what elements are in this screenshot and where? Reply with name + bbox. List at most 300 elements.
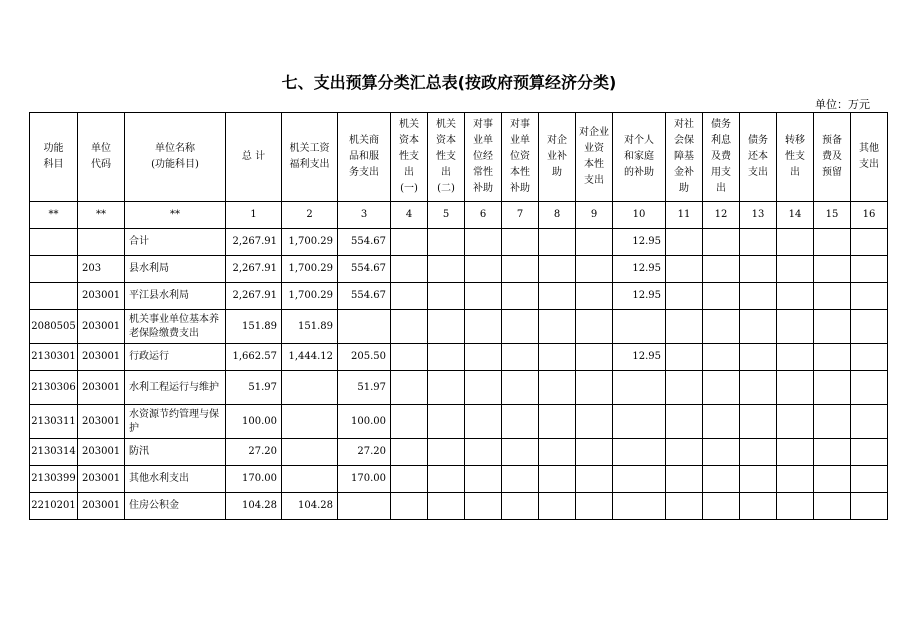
empty-cell [777, 439, 814, 466]
empty-cell [666, 256, 703, 283]
empty-cell [851, 439, 888, 466]
column-header [666, 113, 703, 202]
function-code-cell [30, 283, 78, 310]
column-header-line: 转移 [785, 135, 805, 146]
index-cell: 1 [226, 202, 282, 229]
column-header-line: (二) [437, 183, 455, 194]
empty-cell [777, 229, 814, 256]
column-header [576, 113, 613, 202]
function-code-cell: 2130311 [30, 405, 78, 439]
index-cell: 4 [391, 202, 428, 229]
table-row [30, 229, 888, 256]
empty-cell [391, 371, 428, 405]
unit-code-cell: 203001 [78, 439, 125, 466]
empty-cell [539, 283, 576, 310]
salary-cell: 1,700.29 [282, 283, 338, 310]
empty-cell [703, 405, 740, 439]
column-header-line: 的补助 [624, 167, 654, 178]
household-subsidy-cell [613, 439, 666, 466]
page-title: 七、支出预算分类汇总表(按政府预算经济分类) [281, 73, 617, 92]
empty-cell [703, 256, 740, 283]
goods-services-cell: 205.50 [338, 344, 391, 371]
empty-cell [428, 405, 465, 439]
empty-cell [777, 405, 814, 439]
empty-cell [465, 405, 502, 439]
column-header-line: 支出 [859, 159, 879, 170]
empty-cell [428, 371, 465, 405]
empty-cell [666, 310, 703, 344]
index-cell: 6 [465, 202, 502, 229]
unit-code-cell: 203001 [78, 371, 125, 405]
empty-cell [814, 344, 851, 371]
column-header-line: 位资 [510, 151, 530, 162]
total-cell: 151.89 [226, 310, 282, 344]
column-header-line: 务支出 [349, 167, 379, 178]
header-row [30, 113, 888, 202]
column-header-line: 业资 [584, 143, 604, 154]
household-subsidy-cell [613, 310, 666, 344]
unit-code-cell: 203001 [78, 310, 125, 344]
household-subsidy-cell: 12.95 [613, 256, 666, 283]
empty-cell [740, 371, 777, 405]
function-code-cell: 2130301 [30, 344, 78, 371]
column-header [125, 113, 226, 202]
empty-cell [391, 493, 428, 520]
goods-services-cell: 170.00 [338, 466, 391, 493]
empty-cell [391, 229, 428, 256]
index-cell: ** [30, 202, 78, 229]
empty-cell [465, 344, 502, 371]
empty-cell [391, 466, 428, 493]
column-header-line: 用支 [711, 167, 731, 178]
empty-cell [428, 283, 465, 310]
empty-cell [539, 466, 576, 493]
empty-cell [391, 439, 428, 466]
salary-cell [282, 405, 338, 439]
function-code-cell: 2130306 [30, 371, 78, 405]
empty-cell [703, 439, 740, 466]
household-subsidy-cell [613, 493, 666, 520]
column-header-line: 单位 [91, 143, 111, 154]
empty-cell [703, 344, 740, 371]
empty-cell [851, 493, 888, 520]
unit-name-cell: 合计 [125, 229, 226, 256]
unit-name-cell: 县水利局 [125, 256, 226, 283]
empty-cell [465, 493, 502, 520]
salary-cell: 104.28 [282, 493, 338, 520]
empty-cell [391, 344, 428, 371]
column-header-line: 支出 [584, 175, 604, 186]
empty-cell [576, 493, 613, 520]
empty-cell [539, 310, 576, 344]
empty-cell [502, 256, 539, 283]
empty-cell [703, 371, 740, 405]
column-header-line: 性支 [436, 151, 456, 162]
function-code-cell: 2210201 [30, 493, 78, 520]
column-header-line: 品和服 [349, 151, 379, 162]
empty-cell [576, 256, 613, 283]
column-header-line: 对事 [510, 119, 530, 130]
column-header [282, 113, 338, 202]
empty-cell [740, 439, 777, 466]
column-header-line: 费及 [822, 151, 842, 162]
table-row [30, 493, 888, 520]
unit-label: 单位：万元 [815, 98, 870, 111]
unit-code-cell [78, 229, 125, 256]
empty-cell [666, 283, 703, 310]
index-cell: 15 [814, 202, 851, 229]
index-cell: 9 [576, 202, 613, 229]
unit-name-cell: 行政运行 [125, 344, 226, 371]
empty-cell [576, 344, 613, 371]
empty-cell [502, 371, 539, 405]
column-header [851, 113, 888, 202]
empty-cell [814, 283, 851, 310]
column-header-line: 对企业 [579, 127, 609, 138]
empty-cell [502, 466, 539, 493]
total-cell: 51.97 [226, 371, 282, 405]
column-header [613, 113, 666, 202]
function-code-cell: 2080505 [30, 310, 78, 344]
empty-cell [777, 283, 814, 310]
empty-cell [428, 439, 465, 466]
empty-cell [740, 283, 777, 310]
empty-cell [740, 256, 777, 283]
index-cell: 3 [338, 202, 391, 229]
goods-services-cell: 51.97 [338, 371, 391, 405]
empty-cell [851, 283, 888, 310]
empty-cell [703, 229, 740, 256]
empty-cell [740, 405, 777, 439]
empty-cell [666, 229, 703, 256]
salary-cell [282, 466, 338, 493]
total-cell: 100.00 [226, 405, 282, 439]
empty-cell [777, 371, 814, 405]
empty-cell [539, 371, 576, 405]
empty-cell [814, 493, 851, 520]
empty-cell [576, 283, 613, 310]
household-subsidy-cell: 12.95 [613, 283, 666, 310]
total-cell: 2,267.91 [226, 256, 282, 283]
empty-cell [428, 466, 465, 493]
empty-cell [851, 466, 888, 493]
column-header-line: 本性 [584, 159, 604, 170]
column-header [814, 113, 851, 202]
column-header-line: 总 计 [241, 151, 266, 162]
unit-code-cell: 203001 [78, 493, 125, 520]
empty-cell [777, 466, 814, 493]
empty-cell [703, 493, 740, 520]
column-header-line: 本性 [510, 167, 530, 178]
empty-cell [465, 229, 502, 256]
table-row [30, 256, 888, 283]
table-row [30, 405, 888, 439]
total-cell: 104.28 [226, 493, 282, 520]
empty-cell [851, 310, 888, 344]
column-header [740, 113, 777, 202]
empty-cell [814, 466, 851, 493]
salary-cell [282, 371, 338, 405]
index-cell: 8 [539, 202, 576, 229]
empty-cell [502, 439, 539, 466]
column-header [338, 113, 391, 202]
unit-code-cell: 203001 [78, 283, 125, 310]
column-header-line: 对个人 [624, 135, 654, 146]
empty-cell [851, 344, 888, 371]
column-header-line: 其他 [859, 143, 879, 154]
column-header-line: 预留 [822, 167, 842, 178]
goods-services-cell: 554.67 [338, 256, 391, 283]
empty-cell [666, 493, 703, 520]
total-cell: 170.00 [226, 466, 282, 493]
column-header-line: 预备 [822, 135, 842, 146]
column-header-line: 和家庭 [624, 151, 654, 162]
function-code-cell: 2130399 [30, 466, 78, 493]
empty-cell [502, 310, 539, 344]
empty-cell [539, 229, 576, 256]
unit-code-cell: 203001 [78, 405, 125, 439]
empty-cell [502, 283, 539, 310]
empty-cell [666, 405, 703, 439]
empty-cell [666, 466, 703, 493]
empty-cell [777, 344, 814, 371]
index-cell: 2 [282, 202, 338, 229]
column-header-line: 性支 [399, 151, 419, 162]
column-header-line: 还本 [748, 151, 768, 162]
goods-services-cell: 100.00 [338, 405, 391, 439]
empty-cell [851, 405, 888, 439]
empty-cell [465, 256, 502, 283]
empty-cell [391, 310, 428, 344]
empty-cell [814, 310, 851, 344]
column-header [465, 113, 502, 202]
column-header-line: 出 [716, 183, 726, 194]
table-row [30, 344, 888, 371]
empty-cell [428, 229, 465, 256]
empty-cell [576, 439, 613, 466]
empty-cell [539, 439, 576, 466]
empty-cell [777, 493, 814, 520]
column-header-line: 支出 [748, 167, 768, 178]
salary-cell: 151.89 [282, 310, 338, 344]
column-header-line: 资本 [436, 135, 456, 146]
column-header-line: 常性 [473, 167, 493, 178]
table-row [30, 466, 888, 493]
empty-cell [576, 371, 613, 405]
column-header-line: 利息 [711, 135, 731, 146]
empty-cell [539, 405, 576, 439]
unit-name-cell: 机关事业单位基本养老保险缴费支出 [125, 310, 226, 344]
column-header [502, 113, 539, 202]
unit-code-cell: 203 [78, 256, 125, 283]
column-header [428, 113, 465, 202]
column-header-line: 位经 [473, 151, 493, 162]
empty-cell [703, 283, 740, 310]
empty-cell [703, 466, 740, 493]
column-header-line: 补助 [510, 183, 530, 194]
empty-cell [777, 310, 814, 344]
household-subsidy-cell: 12.95 [613, 344, 666, 371]
empty-cell [666, 371, 703, 405]
column-header [30, 113, 78, 202]
empty-cell [740, 466, 777, 493]
column-header-line: 及费 [711, 151, 731, 162]
column-header-line: 机关 [399, 119, 419, 130]
column-header-line: 对企 [547, 135, 567, 146]
column-header-line: (一) [400, 183, 418, 194]
empty-cell [465, 466, 502, 493]
column-header-line: 债务 [711, 119, 731, 130]
empty-cell [391, 283, 428, 310]
column-header-line: 功能 [43, 143, 64, 154]
column-header [777, 113, 814, 202]
empty-cell [502, 493, 539, 520]
household-subsidy-cell [613, 405, 666, 439]
column-header-line: 障基 [674, 151, 694, 162]
empty-cell [851, 256, 888, 283]
column-header-line: 机关工资 [289, 143, 330, 154]
index-cell: 11 [666, 202, 703, 229]
index-cell: 16 [851, 202, 888, 229]
salary-cell [282, 439, 338, 466]
empty-cell [502, 229, 539, 256]
column-header [78, 113, 125, 202]
unit-code-cell: 203001 [78, 344, 125, 371]
empty-cell [703, 310, 740, 344]
salary-cell: 1,700.29 [282, 229, 338, 256]
empty-cell [428, 493, 465, 520]
goods-services-cell: 27.20 [338, 439, 391, 466]
empty-cell [428, 344, 465, 371]
function-code-cell [30, 256, 78, 283]
column-header-line: 机关商 [349, 135, 379, 146]
empty-cell [740, 344, 777, 371]
total-cell: 27.20 [226, 439, 282, 466]
column-header-line: 机关 [436, 119, 456, 130]
empty-cell [851, 371, 888, 405]
empty-cell [465, 439, 502, 466]
column-header-line: 出 [404, 167, 414, 178]
empty-cell [539, 256, 576, 283]
empty-cell [814, 229, 851, 256]
index-cell: 12 [703, 202, 740, 229]
unit-name-cell: 防汛 [125, 439, 226, 466]
unit-name-cell: 其他水利支出 [125, 466, 226, 493]
empty-cell [391, 256, 428, 283]
total-cell: 1,662.57 [226, 344, 282, 371]
column-header-line: 资本 [399, 135, 419, 146]
column-header [539, 113, 576, 202]
empty-cell [740, 229, 777, 256]
index-cell: 10 [613, 202, 666, 229]
index-cell: 5 [428, 202, 465, 229]
household-subsidy-cell [613, 466, 666, 493]
goods-services-cell: 554.67 [338, 229, 391, 256]
empty-cell [502, 405, 539, 439]
column-header [226, 113, 282, 202]
total-cell: 2,267.91 [226, 283, 282, 310]
column-header-line: 出 [790, 167, 800, 178]
total-cell: 2,267.91 [226, 229, 282, 256]
column-header-line: 单位名称 [155, 143, 195, 154]
table-row [30, 371, 888, 405]
column-header-line: 科目 [43, 159, 64, 170]
goods-services-cell [338, 310, 391, 344]
empty-cell [576, 229, 613, 256]
column-header-line: 助 [679, 183, 689, 194]
function-code-cell: 2130314 [30, 439, 78, 466]
empty-cell [391, 405, 428, 439]
index-cell: 7 [502, 202, 539, 229]
salary-cell: 1,444.12 [282, 344, 338, 371]
empty-cell [814, 256, 851, 283]
column-header-line: 补助 [473, 183, 493, 194]
empty-cell [502, 344, 539, 371]
unit-name-cell: 平江县水利局 [125, 283, 226, 310]
empty-cell [777, 256, 814, 283]
empty-cell [428, 310, 465, 344]
table-row [30, 283, 888, 310]
column-header-line: 金补 [674, 167, 694, 178]
budget-table [29, 112, 888, 520]
column-header-line: 代码 [91, 159, 111, 170]
empty-cell [576, 310, 613, 344]
empty-cell [666, 344, 703, 371]
unit-code-cell: 203001 [78, 466, 125, 493]
empty-cell [465, 283, 502, 310]
empty-cell [740, 310, 777, 344]
column-header-line: 福利支出 [289, 159, 330, 170]
empty-cell [740, 493, 777, 520]
column-header-line: 对事 [473, 119, 493, 130]
column-header-line: (功能科目) [151, 159, 199, 170]
unit-name-cell: 水利工程运行与维护 [125, 371, 226, 405]
column-header-line: 业单 [473, 135, 493, 146]
unit-name-cell: 水资源节约管理与保护 [125, 405, 226, 439]
empty-cell [465, 310, 502, 344]
column-header-line: 助 [552, 167, 562, 178]
column-header-line: 性支 [785, 151, 805, 162]
goods-services-cell [338, 493, 391, 520]
column-header [391, 113, 428, 202]
empty-cell [539, 344, 576, 371]
table-row [30, 439, 888, 466]
empty-cell [428, 256, 465, 283]
column-header [703, 113, 740, 202]
column-header-line: 业单 [510, 135, 530, 146]
empty-cell [814, 405, 851, 439]
empty-cell [814, 371, 851, 405]
index-cell: 13 [740, 202, 777, 229]
empty-cell [814, 439, 851, 466]
column-header-line: 会保 [674, 135, 694, 146]
index-cell: ** [78, 202, 125, 229]
empty-cell [539, 493, 576, 520]
column-header-line: 业补 [547, 151, 567, 162]
empty-cell [576, 466, 613, 493]
function-code-cell [30, 229, 78, 256]
table-row [30, 310, 888, 344]
salary-cell: 1,700.29 [282, 256, 338, 283]
household-subsidy-cell [613, 371, 666, 405]
empty-cell [851, 229, 888, 256]
unit-name-cell: 住房公积金 [125, 493, 226, 520]
household-subsidy-cell: 12.95 [613, 229, 666, 256]
column-header-line: 出 [441, 167, 451, 178]
empty-cell [576, 405, 613, 439]
empty-cell [666, 439, 703, 466]
index-cell: 14 [777, 202, 814, 229]
